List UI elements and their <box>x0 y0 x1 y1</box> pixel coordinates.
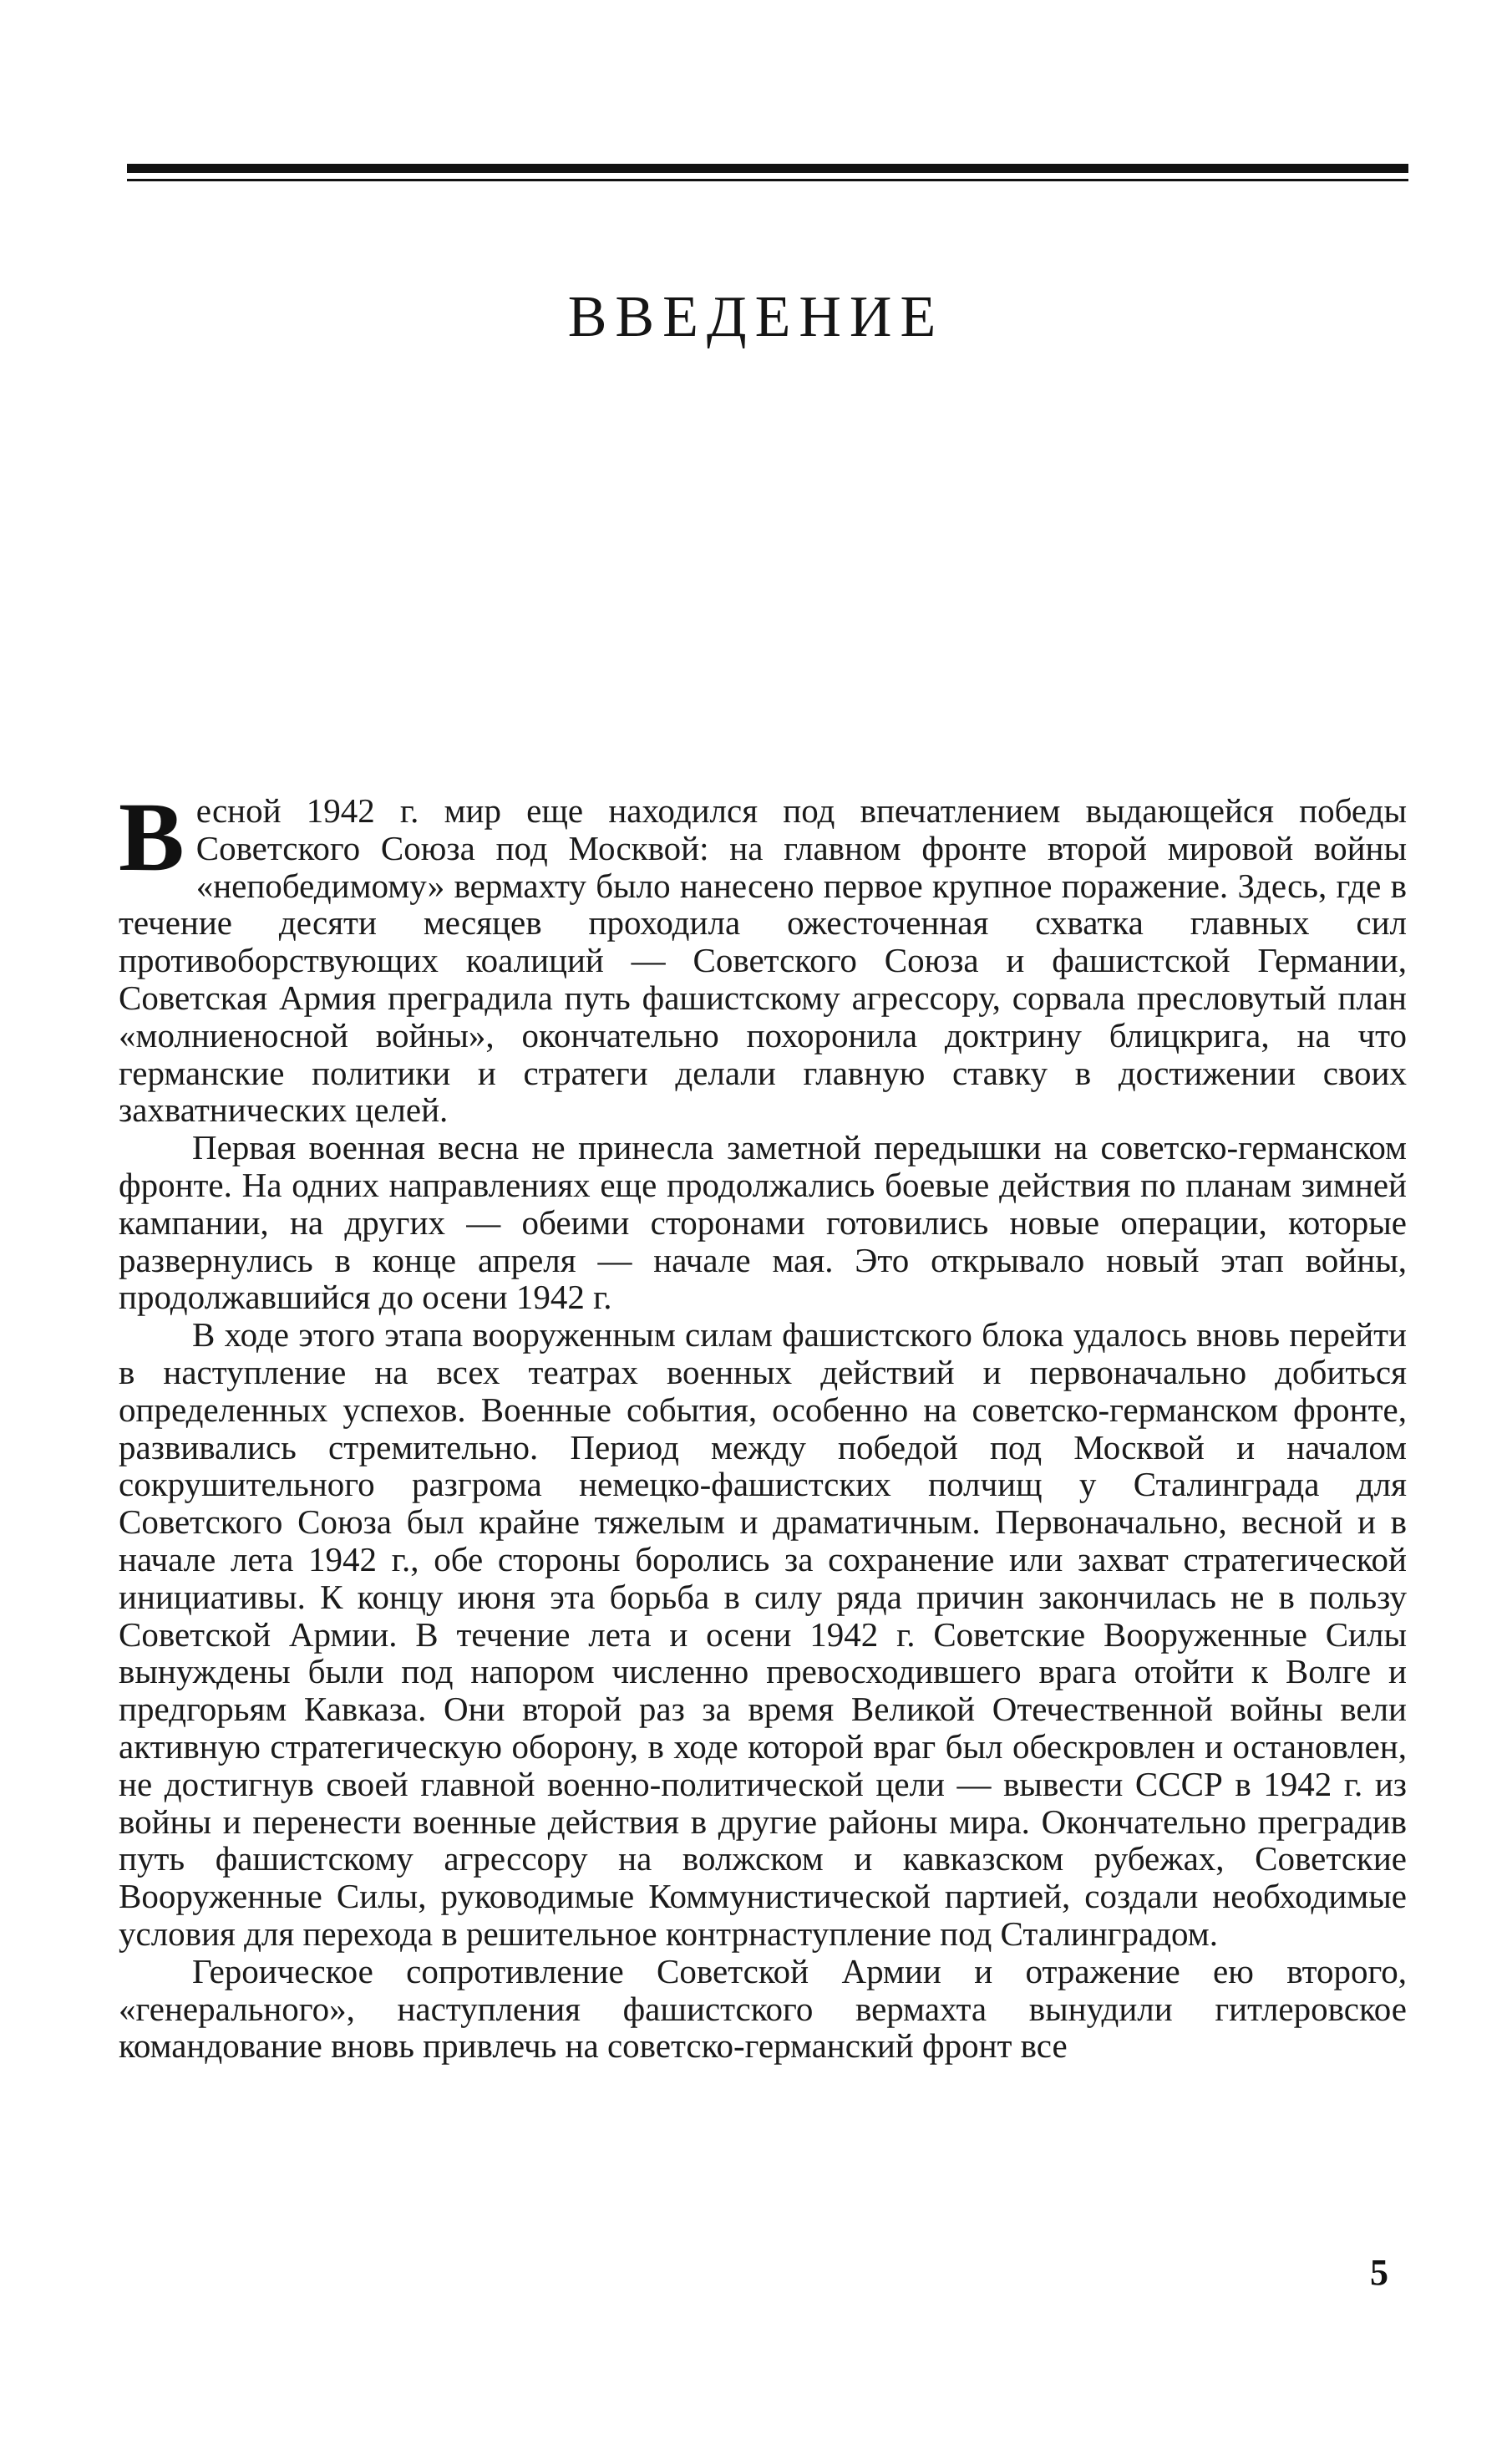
paragraph-1 <box>119 782 1407 1130</box>
chapter-title: ВВЕДЕНИЕ <box>567 285 945 349</box>
drop-cap: В <box>119 782 185 892</box>
paragraph-2: Первая военная весна не принесла заметной передышки на советско-германском фронте. На одних направлениях еще продолжались боевые действия по планам зимней кампании, на других — обеими сторонами готовились новые операции, которые развернулись в конце апреля — начале мая. Это открывало новый этап войны, продолжавшийся до осени 1942 г. <box>119 1128 1407 1317</box>
page-number: 5 <box>1370 2252 1388 2293</box>
header-rule-thick <box>127 164 1408 173</box>
body-text <box>119 782 1407 2066</box>
header-rule-thin <box>127 179 1408 181</box>
paragraph-1-text: есной 1942 г. мир еще находился под впечатлением выдающейся победы Советского Союза под Москвой: на главном фронте второй мировой войны «непобедимому» вермахту было нанесено первое крупное поражение. Здесь, где в течение десяти месяцев проходила ожесточенная схватка главных сил противоборствующих коалиций — Советского Союза и фашистской Германии, Советская Армия преградила путь фашистскому агрессору, сорвала пресловутый план «молниеносной войны», окончательно похоронила доктрину блицкрига, на что германские политики и стратеги делали главную ставку в достижении своих захватнических целей. <box>119 791 1407 1130</box>
paragraph-3: В ходе этого этапа вооруженным силам фашистского блока удалось вновь перейти в наступление на всех театрах военных действий и первоначально добиться определенных успехов. Военные события, особенно на советско-германском фронте, развивались стремительно. Период между победой под Москвой и началом сокрушительного разгрома немецко-фашистских полчищ у Сталинграда для Советского Союза был крайне тяжелым и драматичным. Первоначально, весной и в начале лета 1942 г., обе стороны боролись за сохранение или захват стратегической инициативы. К концу июня эта борьба в силу ряда причин закончилась не в пользу Советской Армии. В течение лета и осени 1942 г. Советские Вооруженные Силы вынуждены были под напором численно превосходившего врага отойти к Волге и предгорьям Кавказа. Они второй раз за время Великой Отечественной войны вели активную стратегическую оборону, в ходе которой враг был обескровлен и остановлен, не достигнув своей главной военно-политической цели — вывести СССР в 1942 г. из войны и перенести военные действия в другие районы мира. Окончательно преградив путь фашистскому агрессору на волжском и кавказском рубежах, Советские Вооруженные Силы, руководимые Коммунистической партией, создали необходимые условия для перехода в решительное контрнаступление под Сталинградом. <box>119 1315 1407 1953</box>
paragraph-4: Героическое сопротивление Советской Армии и отражение ею второго, «генерального», наступления фашистского вермахта вынудили гитлеровское командование вновь привлечь на советско-германский фронт все <box>119 1951 1407 2066</box>
